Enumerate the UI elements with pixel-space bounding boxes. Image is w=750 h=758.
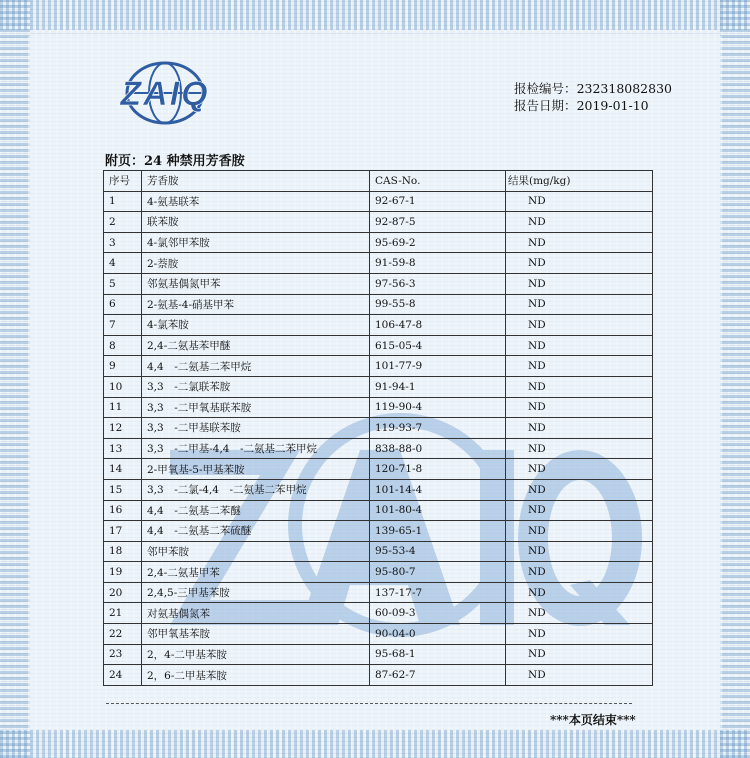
cell-amine: 4,4 -二氨基二苯硫醚 bbox=[142, 521, 370, 542]
report-number-row bbox=[514, 80, 672, 97]
cell-amine: 3,3 -二氯联苯胺 bbox=[142, 376, 370, 397]
cell-amine: 2,4-二氨基甲苯 bbox=[142, 562, 370, 583]
cell-result: ND bbox=[506, 294, 653, 315]
security-border-bottom bbox=[0, 730, 750, 758]
cell-serial: 24 bbox=[104, 665, 142, 686]
cell-result: ND bbox=[506, 273, 653, 294]
cell-cas: 95-80-7 bbox=[370, 562, 506, 583]
cell-amine: 2-甲氧基-5-甲基苯胺 bbox=[142, 459, 370, 480]
table-row bbox=[104, 582, 653, 603]
cell-cas: 119-90-4 bbox=[370, 397, 506, 418]
cell-serial: 17 bbox=[104, 521, 142, 542]
cell-serial: 4 bbox=[104, 253, 142, 274]
table-row bbox=[104, 644, 653, 665]
report-date-value: 2019-01-10 bbox=[576, 98, 649, 113]
table-row bbox=[104, 356, 653, 377]
header-serial: 序号 bbox=[104, 171, 142, 192]
table-row bbox=[104, 315, 653, 336]
security-border-left bbox=[0, 0, 30, 758]
cell-cas: 97-56-3 bbox=[370, 273, 506, 294]
cell-result: ND bbox=[506, 315, 653, 336]
cell-result: ND bbox=[506, 397, 653, 418]
table-row bbox=[104, 212, 653, 233]
table-row bbox=[104, 521, 653, 542]
report-date-label: 报告日期： bbox=[514, 98, 577, 113]
cell-serial: 20 bbox=[104, 582, 142, 603]
cell-result: ND bbox=[506, 438, 653, 459]
table-row bbox=[104, 294, 653, 315]
table-row bbox=[104, 253, 653, 274]
cell-amine: 3,3 -二甲基-4,4 -二氨基二苯甲烷 bbox=[142, 438, 370, 459]
header-amine: 芳香胺 bbox=[142, 171, 370, 192]
cell-cas: 87-62-7 bbox=[370, 665, 506, 686]
cell-cas: 119-93-7 bbox=[370, 418, 506, 439]
appendix-title: 附页：24 种禁用芳香胺 bbox=[105, 154, 245, 169]
cell-result: ND bbox=[506, 212, 653, 233]
cell-serial: 5 bbox=[104, 273, 142, 294]
cell-serial: 3 bbox=[104, 232, 142, 253]
cell-amine: 对氨基偶氮苯 bbox=[142, 603, 370, 624]
cell-amine: 3,3 -二氯-4,4 -二氨基二苯甲烷 bbox=[142, 479, 370, 500]
cell-result: ND bbox=[506, 253, 653, 274]
cell-serial: 1 bbox=[104, 191, 142, 212]
cell-amine: 2，6-二甲基苯胺 bbox=[142, 665, 370, 686]
cell-amine: 4-氯邻甲苯胺 bbox=[142, 232, 370, 253]
cell-serial: 11 bbox=[104, 397, 142, 418]
cell-cas: 101-14-4 bbox=[370, 479, 506, 500]
cell-amine: 4,4 -二氨基二苯甲烷 bbox=[142, 356, 370, 377]
cell-cas: 92-67-1 bbox=[370, 191, 506, 212]
report-number-value: 232318082830 bbox=[576, 81, 672, 96]
cell-cas: 139-65-1 bbox=[370, 521, 506, 542]
cell-serial: 12 bbox=[104, 418, 142, 439]
cell-result: ND bbox=[506, 191, 653, 212]
cell-result: ND bbox=[506, 582, 653, 603]
cell-cas: 95-53-4 bbox=[370, 541, 506, 562]
table-row bbox=[104, 500, 653, 521]
cell-cas: 91-94-1 bbox=[370, 376, 506, 397]
cell-result: ND bbox=[506, 459, 653, 480]
security-border-top bbox=[0, 0, 750, 30]
page-end-note: ***本页结束*** bbox=[550, 713, 636, 727]
cell-result: ND bbox=[506, 356, 653, 377]
cell-cas: 101-80-4 bbox=[370, 500, 506, 521]
table-row bbox=[104, 459, 653, 480]
report-number-label: 报检编号： bbox=[514, 81, 577, 96]
security-border-right bbox=[720, 0, 750, 758]
cell-result: ND bbox=[506, 665, 653, 686]
cell-result: ND bbox=[506, 232, 653, 253]
cell-amine: 邻氨基偶氮甲苯 bbox=[142, 273, 370, 294]
cell-serial: 21 bbox=[104, 603, 142, 624]
table-row bbox=[104, 418, 653, 439]
table-row bbox=[104, 335, 653, 356]
cell-serial: 14 bbox=[104, 459, 142, 480]
cell-amine: 4,4 -二氨基二苯醚 bbox=[142, 500, 370, 521]
cell-serial: 15 bbox=[104, 479, 142, 500]
table-row bbox=[104, 376, 653, 397]
cell-result: ND bbox=[506, 500, 653, 521]
cell-amine: 2，4-二甲基苯胺 bbox=[142, 644, 370, 665]
cell-cas: 99-55-8 bbox=[370, 294, 506, 315]
cell-result: ND bbox=[506, 335, 653, 356]
cell-serial: 13 bbox=[104, 438, 142, 459]
cell-cas: 120-71-8 bbox=[370, 459, 506, 480]
cell-serial: 7 bbox=[104, 315, 142, 336]
table-row bbox=[104, 624, 653, 645]
cell-amine: 2,4,5-三甲基苯胺 bbox=[142, 582, 370, 603]
table-row bbox=[104, 665, 653, 686]
table-row bbox=[104, 273, 653, 294]
cell-result: ND bbox=[506, 541, 653, 562]
cell-cas: 91-59-8 bbox=[370, 253, 506, 274]
report-meta bbox=[514, 80, 672, 114]
cell-cas: 101-77-9 bbox=[370, 356, 506, 377]
cell-serial: 6 bbox=[104, 294, 142, 315]
cell-amine: 邻甲氧基苯胺 bbox=[142, 624, 370, 645]
cell-amine: 2,4-二氨基苯甲醚 bbox=[142, 335, 370, 356]
cell-result: ND bbox=[506, 479, 653, 500]
cell-serial: 16 bbox=[104, 500, 142, 521]
table-row bbox=[104, 397, 653, 418]
cell-result: ND bbox=[506, 562, 653, 583]
cell-amine: 3,3 -二甲基联苯胺 bbox=[142, 418, 370, 439]
table-row bbox=[104, 562, 653, 583]
cell-serial: 10 bbox=[104, 376, 142, 397]
cell-serial: 8 bbox=[104, 335, 142, 356]
cell-amine: 3,3 -二甲氧基联苯胺 bbox=[142, 397, 370, 418]
cell-result: ND bbox=[506, 603, 653, 624]
aromatic-amine-table bbox=[103, 170, 653, 686]
cell-serial: 23 bbox=[104, 644, 142, 665]
cell-cas: 106-47-8 bbox=[370, 315, 506, 336]
zaiq-logo bbox=[100, 60, 230, 126]
cell-result: ND bbox=[506, 624, 653, 645]
cell-amine: 2-萘胺 bbox=[142, 253, 370, 274]
cell-cas: 615-05-4 bbox=[370, 335, 506, 356]
cell-serial: 2 bbox=[104, 212, 142, 233]
table-row bbox=[104, 541, 653, 562]
cell-cas: 137-17-7 bbox=[370, 582, 506, 603]
cell-cas: 60-09-3 bbox=[370, 603, 506, 624]
table-row bbox=[104, 438, 653, 459]
cell-amine: 4-氨基联苯 bbox=[142, 191, 370, 212]
table-header-row bbox=[104, 171, 653, 192]
cell-serial: 19 bbox=[104, 562, 142, 583]
cell-serial: 18 bbox=[104, 541, 142, 562]
dashed-divider bbox=[106, 703, 632, 704]
cell-cas: 95-69-2 bbox=[370, 232, 506, 253]
table-row bbox=[104, 479, 653, 500]
cell-amine: 邻甲苯胺 bbox=[142, 541, 370, 562]
header-result: 结果(mg/kg) bbox=[506, 171, 653, 192]
cell-amine: 4-氯苯胺 bbox=[142, 315, 370, 336]
cell-cas: 90-04-0 bbox=[370, 624, 506, 645]
cell-amine: 联苯胺 bbox=[142, 212, 370, 233]
table-row bbox=[104, 191, 653, 212]
report-date-row bbox=[514, 97, 672, 114]
cell-serial: 22 bbox=[104, 624, 142, 645]
logo-text: ZAIQ bbox=[120, 75, 210, 113]
cell-result: ND bbox=[506, 376, 653, 397]
table-row bbox=[104, 603, 653, 624]
header-cas: CAS-No. bbox=[370, 171, 506, 192]
cell-result: ND bbox=[506, 644, 653, 665]
cell-serial: 9 bbox=[104, 356, 142, 377]
cell-cas: 92-87-5 bbox=[370, 212, 506, 233]
cell-result: ND bbox=[506, 418, 653, 439]
cell-amine: 2-氨基-4-硝基甲苯 bbox=[142, 294, 370, 315]
cell-cas: 95-68-1 bbox=[370, 644, 506, 665]
table-row bbox=[104, 232, 653, 253]
cell-cas: 838-88-0 bbox=[370, 438, 506, 459]
cell-result: ND bbox=[506, 521, 653, 542]
